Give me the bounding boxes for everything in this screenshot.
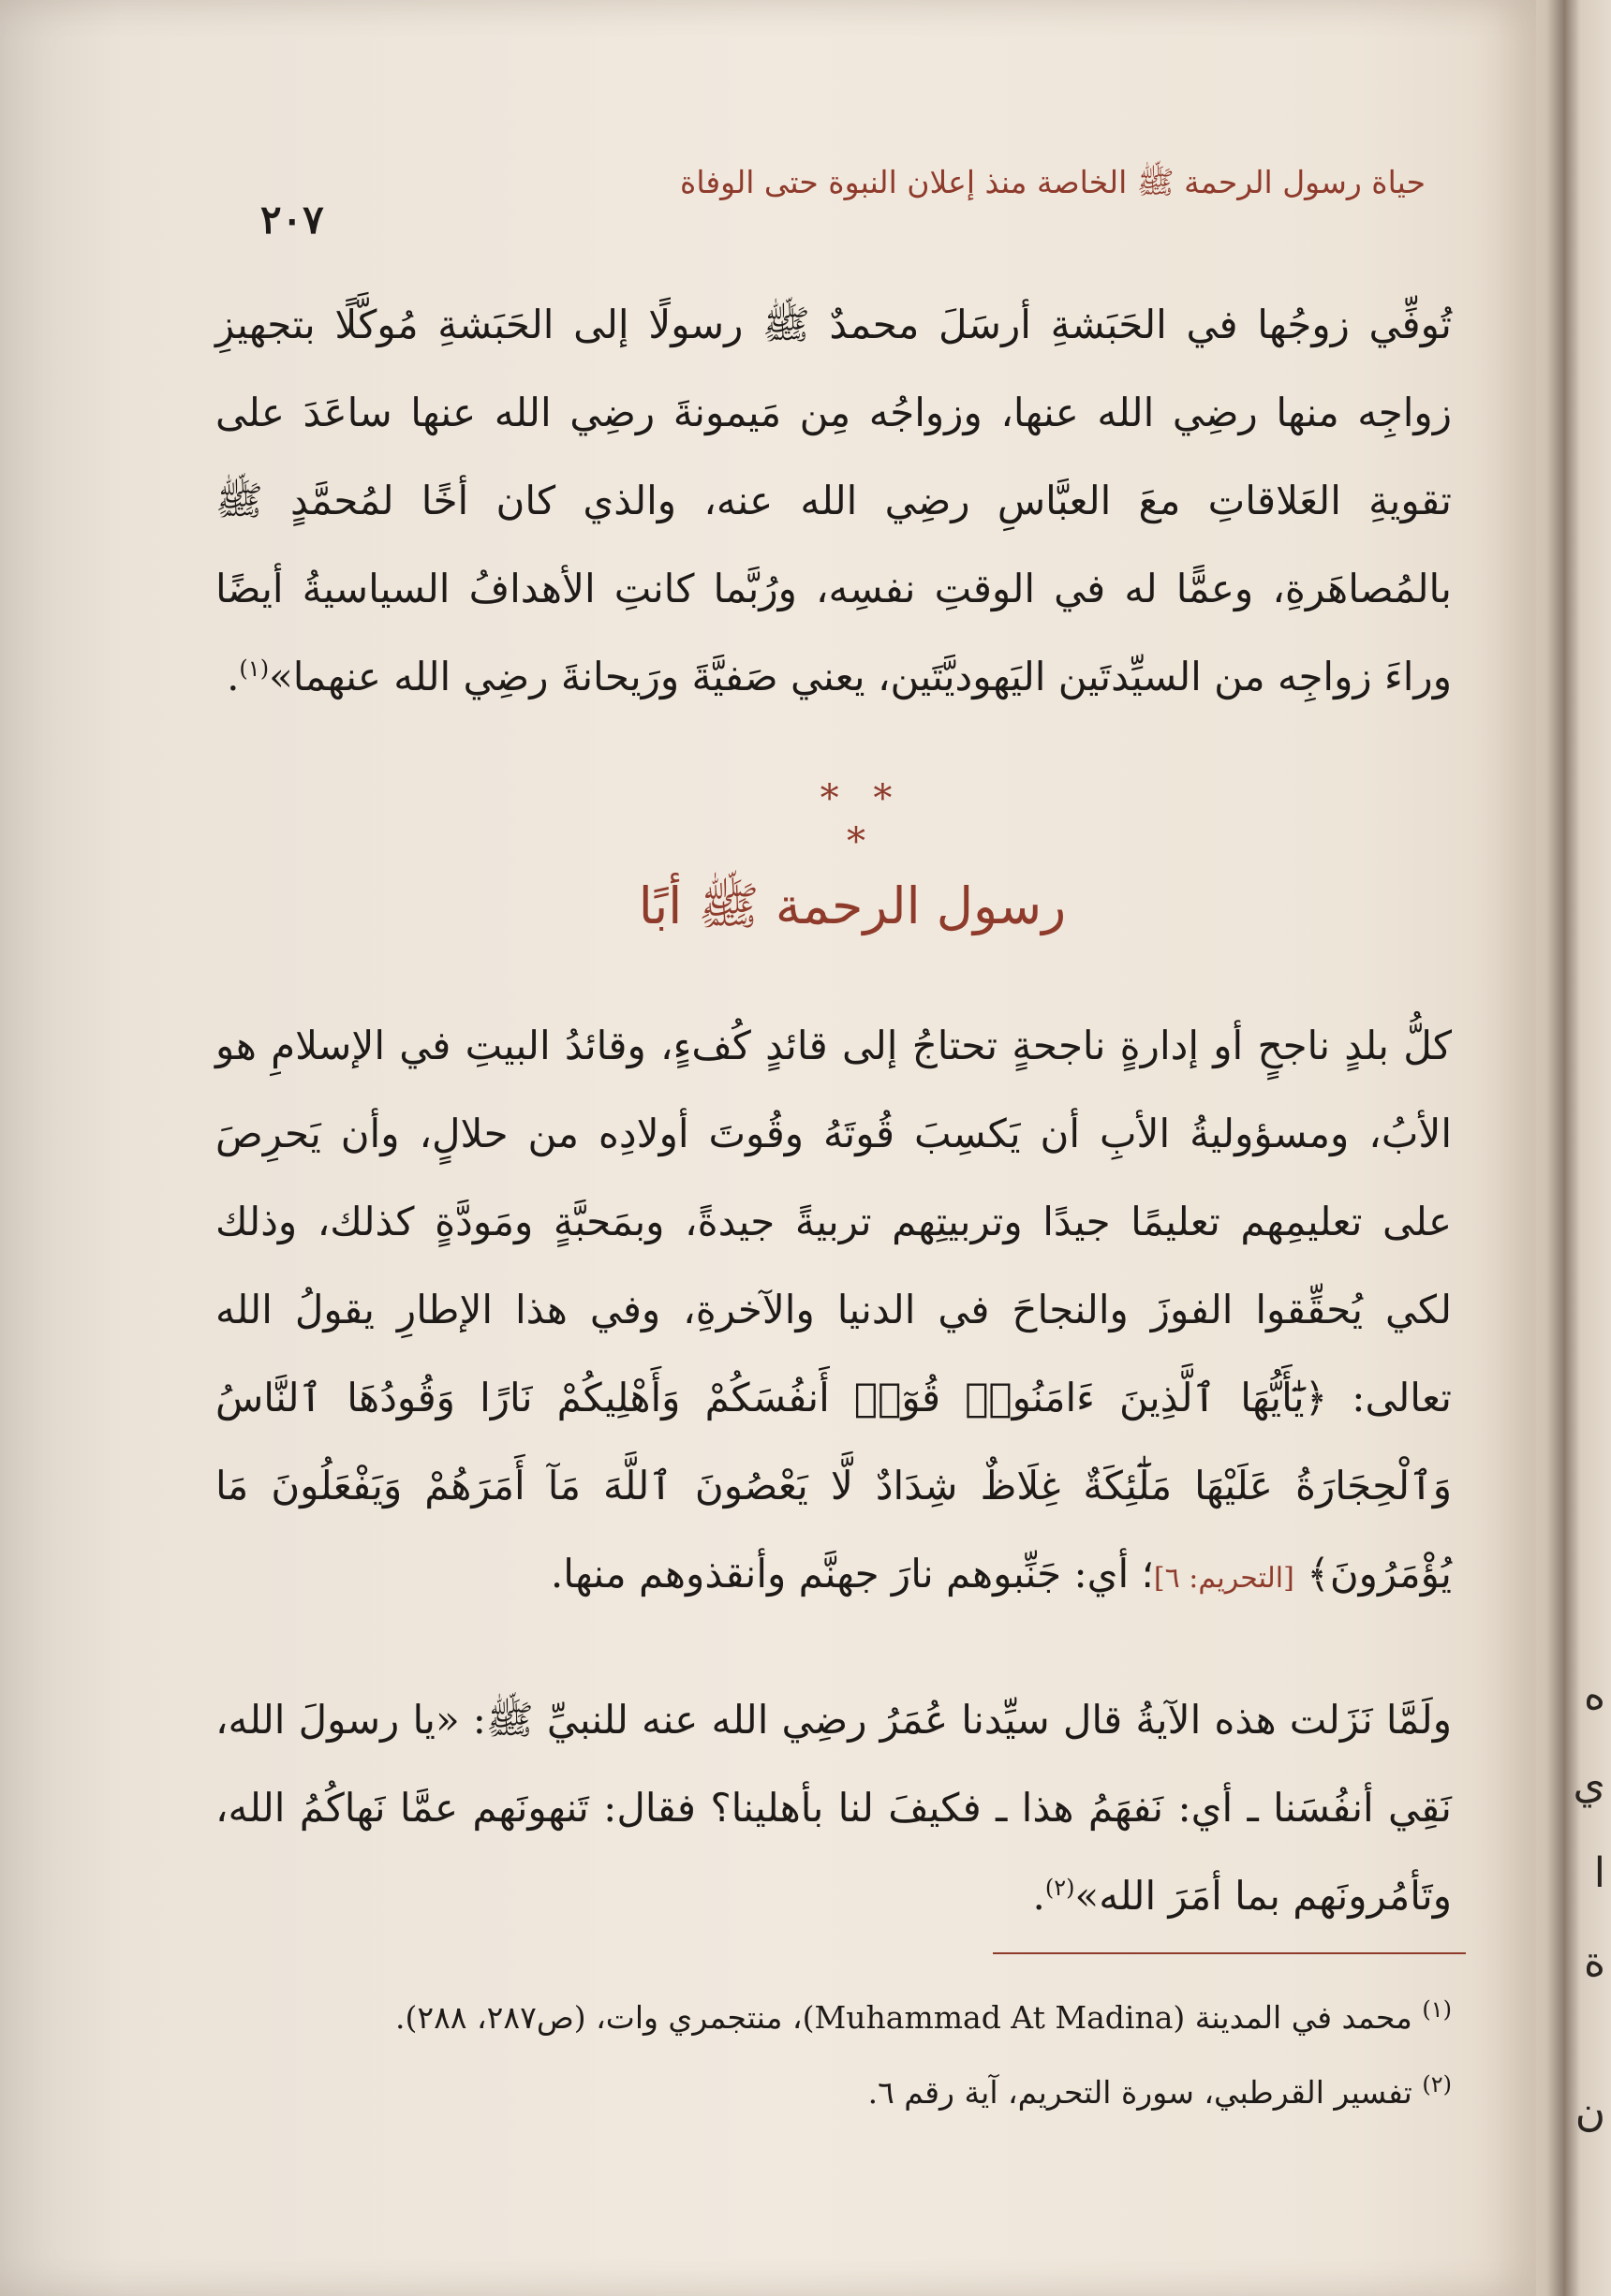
edge-letter: ن <box>1574 2088 1605 2136</box>
edge-letter: ه <box>1583 1671 1605 1719</box>
paragraph-2-text: كلُّ بلدٍ ناجحٍ أو إدارةٍ ناجحةٍ تحتاجُ إلى قائدٍ كُفءٍ، وقائدُ البيتِ في الإسلامِ هو الأبُ، ومسؤوليةُ الأبِ أن يَكسِبَ قُوتَهُ وقُوتَ أولادِه من حلالٍ، وأن يَحرِصَ على تعليمِهم تعليمًا جيدًا وتربيتِهم تربيةً جيدةً، وبمَحبَّةٍ ومَودَّةٍ كذلك، وذلك لكي يُحقِّقوا الفوزَ والنجاحَ في الدنيا والآخرةِ، وفي هذا الإطارِ يقولُ الله تعالى: ﴿يَٰٓأَيُّهَا ٱلَّذِينَ ءَامَنُوا۟ قُوٓا۟ أَنفُسَكُمْ وَأَهْلِيكُمْ نَارًا وَقُودُهَا ٱلنَّاسُ وَٱلْحِجَارَةُ عَلَيْهَا مَلَٰٓئِكَةٌ غِلَاظٌ شِدَادٌ لَّا يَعْصُونَ ٱللَّهَ مَآ أَمَرَهُمْ وَيَفْعَلُونَ مَا يُؤْمَرُونَ﴾ <box>215 1023 1452 1597</box>
paragraph-1: تُوفِّي زوجُها في الحَبَشةِ أرسَلَ محمدٌ ﷺ رسولًا إلى الحَبَشةِ مُوكَّلًا بتجهيزِ زواجِه منها رضِي الله عنها، وزواجُه مِن مَيمونةَ رضِي الله عنها ساعَدَ على تقويةِ العَلاقاتِ معَ العبَّاسِ رضِي الله عنه، والذي كان أخًا لمُحمَّدٍ ﷺ بالمُصاهَرةِ، وعمًّا له في الوقتِ نفسِه، ورُبَّما كانتِ الأهدافُ السياسيةُ أيضًا وراءَ زواجِه من السيِّدتَين اليَهوديَّتَين، يعني صَفيَّةَ ورَيحانةَ رضِي الله عنهما»$^{(١)}$. <box>215 302 1452 699</box>
edge-letter: ا <box>1593 1849 1605 1897</box>
paragraph-3: ولَمَّا نَزَلت هذه الآيةُ قال سيِّدنا عُمَرُ رضِي الله عنه للنبيِّ ﷺ: «يا رسولَ الله، نَقِي أنفُسَنا ـ أي: نَفهَمُ هذا ـ فكيفَ لنا بأهلينا؟ فقال: تَنهونَهم عمَّا نَهاكُمُ الله، وتَأمُرونَهم بما أمَرَ الله»$^{(٢)}$. <box>215 1697 1452 1919</box>
section-title: رسول الرحمة ﷺ أبًا <box>638 876 1067 935</box>
footnote-1 <box>206 1996 1452 2036</box>
edge-letter: ي <box>1573 1760 1605 1808</box>
page-number: ٢٠٧ <box>260 197 324 243</box>
footnote-1-marker: (١) <box>1422 1996 1452 2023</box>
paragraph-3-text: ولَمَّا نَزَلت هذه الآيةُ قال سيِّدنا عُمَرُ رضِي الله عنه للنبيِّ ﷺ: «يا رسولَ الله، نَقِي أنفُسَنا ـ أي: نَفهَمُ هذا ـ فكيفَ لنا بأهلينا؟ فقال: تَنهونَهم عمَّا نَهاكُمُ الله، وتَأمُرونَهم بما أمَرَ الله» <box>215 1697 1452 1919</box>
facing-page-edge <box>1564 0 1611 2296</box>
edge-letter: ة <box>1583 1938 1605 1986</box>
paragraph-2-tail: ؛ أي: جَنِّبوهم نارَ جهنَّم وأنقذوهم منها. <box>550 1551 1154 1597</box>
footnote-2-marker: (٢) <box>1422 2071 1452 2097</box>
footnote-divider <box>993 1952 1466 1954</box>
paragraph-2 <box>215 1002 1452 1623</box>
paragraph-1-text: تُوفِّي زوجُها في الحَبَشةِ أرسَلَ محمدٌ ﷺ رسولًا إلى الحَبَشةِ مُوكَّلًا بتجهيزِ زواجِه منها رضِي الله عنها، وزواجُه مِن مَيمونةَ رضِي الله عنها ساعَدَ على تقويةِ العَلاقاتِ معَ العبَّاسِ رضِي الله عنه، والذي كان أخًا لمُحمَّدٍ ﷺ بالمُصاهَرةِ، وعمًّا له في الوقتِ نفسِه، ورُبَّما كانتِ الأهدافُ السياسيةُ أيضًا وراءَ زواجِه من السيِّدتَين اليَهوديَّتَين، يعني صَفيَّةَ ورَيحانةَ رضِي الله عنهما» <box>215 302 1452 699</box>
quran-citation: [التحريم: ٦] <box>1153 1562 1294 1595</box>
footnote-ref-2: (٢) <box>1044 1875 1075 1901</box>
footnote-2 <box>206 2071 1452 2111</box>
section-divider: * * * <box>820 777 904 863</box>
running-head-title: حياة رسول الرحمة ﷺ الخاصة منذ إعلان النبوة حتى الوفاة <box>680 164 1426 200</box>
footnote-1-text: محمد في المدينة (Muhammad At Madina)، منتجمري وات، (ص٢٨٧، ٢٨٨). <box>394 1999 1412 2036</box>
footnote-2-text: تفسير القرطبي، سورة التحريم، آية رقم ٦. <box>867 2074 1412 2111</box>
footnote-ref-1: (١) <box>239 655 270 682</box>
